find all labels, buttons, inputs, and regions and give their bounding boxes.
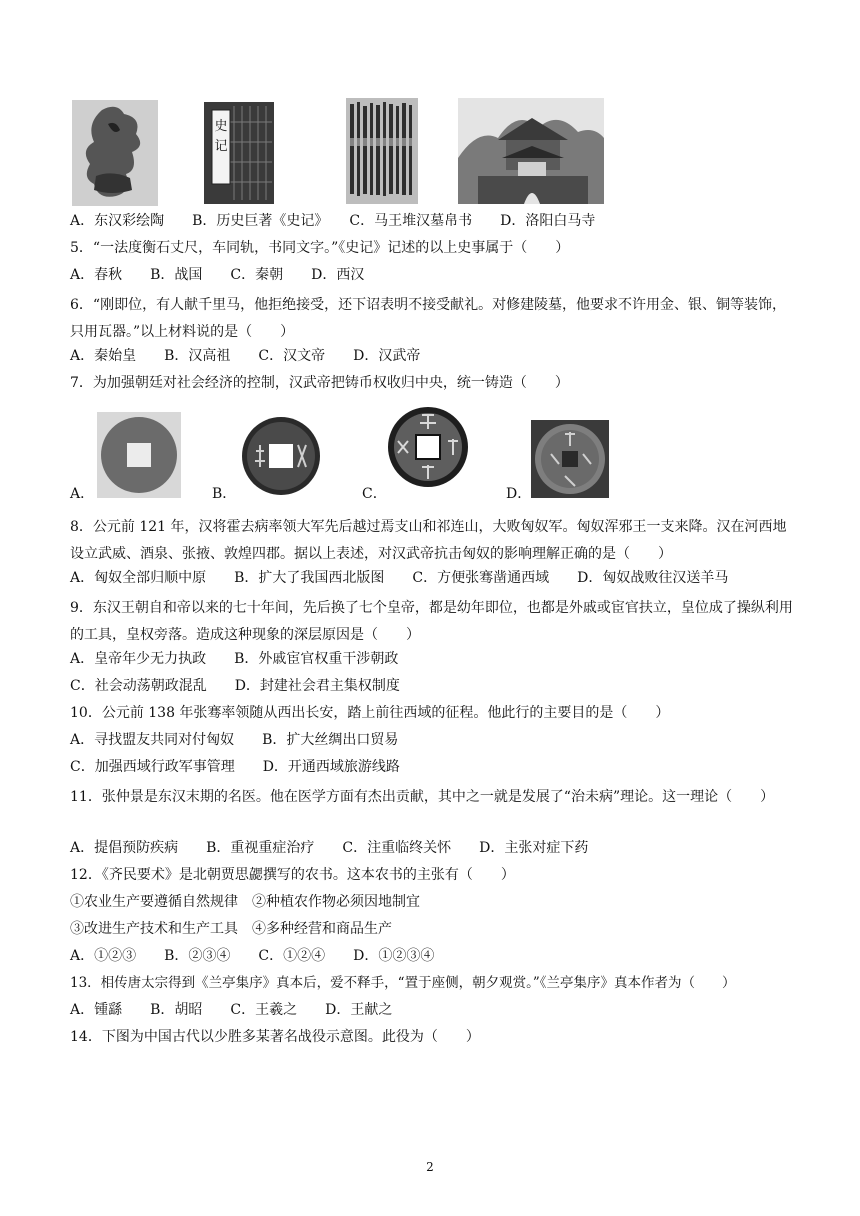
q9-options-line2: C．社会动荡朝政混乱 D．封建社会君主集权制度 <box>70 678 400 694</box>
q7-option-c-label: C． <box>362 486 387 502</box>
q8-stem: 8．公元前 121 年，汉将霍去病率领大军先后越过焉支山和祁连山，大败匈奴军。匈奴浑邪王一支来降。汉在河西地设立武威、酒泉、张掖、敦煌四郡。据以上表述，对汉武帝抗击匈奴的影响理解正确的是（ ） <box>70 519 787 562</box>
coin-a-photo <box>97 412 181 498</box>
shiji-book-photo <box>204 102 274 204</box>
q7-option-b-label: B． <box>212 486 237 502</box>
white-horse-temple-photo <box>458 98 604 204</box>
q9-options-line1: A．皇帝年少无力执政 B．外戚宦官权重干涉朝政 <box>70 651 399 667</box>
q10-options-line2: C．加强西域行政军事管理 D．开通西域旅游线路 <box>70 759 400 775</box>
painted-pottery-photo <box>72 100 158 206</box>
silk-manuscript-photo <box>346 98 418 204</box>
coin-c-photo <box>386 405 470 489</box>
q7-stem: 7．为加强朝廷对社会经济的控制，汉武帝把铸币权收归中央，统一铸造（ ） <box>70 375 569 391</box>
q12-statements-1: ①农业生产要遵循自然规律 ②种植农作物必须因地制宜 <box>70 894 420 910</box>
q10-stem: 10．公元前 138 年张骞率领随从西出长安，踏上前往西域的征程。他此行的主要目的是（ ） <box>70 705 670 721</box>
q8-options: A．匈奴全部归顺中原 B．扩大了我国西北版图 C．方便张骞凿通西域 D．匈奴战败往汉送羊马 <box>70 570 729 586</box>
q6-options: A．秦始皇 B．汉高祖 C．汉文帝 D．汉武帝 <box>70 348 421 364</box>
q5-stem: 5．“一法度衡石丈尺，车同轨，书同文字。”《史记》记述的以上史事属于（ ） <box>70 240 570 256</box>
q7-option-d-label: D． <box>506 486 532 502</box>
shiji-label-char2: 记 <box>214 139 228 154</box>
q11-options: A．提倡预防疾病 B．重视重症治疗 C．注重临终关怀 D．主张对症下药 <box>70 840 589 856</box>
q9-stem: 9．东汉王朝自和帝以来的七十年间，先后换了七个皇帝，都是幼年即位，也都是外戚或宦官扶立，皇位成了操纵利用的工具，皇权旁落。造成这种现象的深层原因是（ ） <box>70 600 793 643</box>
coin-d-photo <box>531 420 609 498</box>
q4-options: A．东汉彩绘陶 B．历史巨著《史记》 C．马王堆汉墓帛书 D．洛阳白马寺 <box>70 213 596 229</box>
q13-stem: 13．相传唐太宗得到《兰亭集序》真本后，爱不释手，“置于座侧，朝夕观赏。”《兰亭集序》真本作者为（ ） <box>70 975 736 991</box>
q10-options-line1: A．寻找盟友共同对付匈奴 B．扩大丝绸出口贸易 <box>70 732 399 748</box>
q7-option-a-label: A． <box>70 486 95 502</box>
q14-stem: 14．下图为中国古代以少胜多某著名战役示意图。此役为（ ） <box>70 1029 480 1045</box>
shiji-label-char1: 史 <box>214 119 228 134</box>
q13-options: A．锺繇 B．胡昭 C．王羲之 D．王献之 <box>70 1002 393 1018</box>
q6-stem: 6．“刚即位，有人献千里马，他拒绝接受，还下诏表明不接受献礼。对修建陵墓，他要求不许用金、银、铜等装饰，只用瓦器。”以上材料说的是（ ） <box>70 297 787 340</box>
q11-stem: 11．张仲景是东汉末期的名医。他在医学方面有杰出贡献，其中之一就是发展了“治未病”理论。这一理论（ ） <box>70 789 775 805</box>
q12-statements-2: ③改进生产技术和生产工具 ④多种经营和商品生产 <box>70 921 392 937</box>
q12-options: A．①②③ B．②③④ C．①②④ D．①②③④ <box>70 948 435 964</box>
page-number: 2 <box>426 1160 434 1174</box>
q5-options: A．春秋 B．战国 C．秦朝 D．西汉 <box>70 267 365 283</box>
q12-stem: 12．《齐民要术》是北朝贾思勰撰写的农书。这本农书的主张有（ ） <box>70 867 515 883</box>
coin-b-photo <box>240 415 322 497</box>
